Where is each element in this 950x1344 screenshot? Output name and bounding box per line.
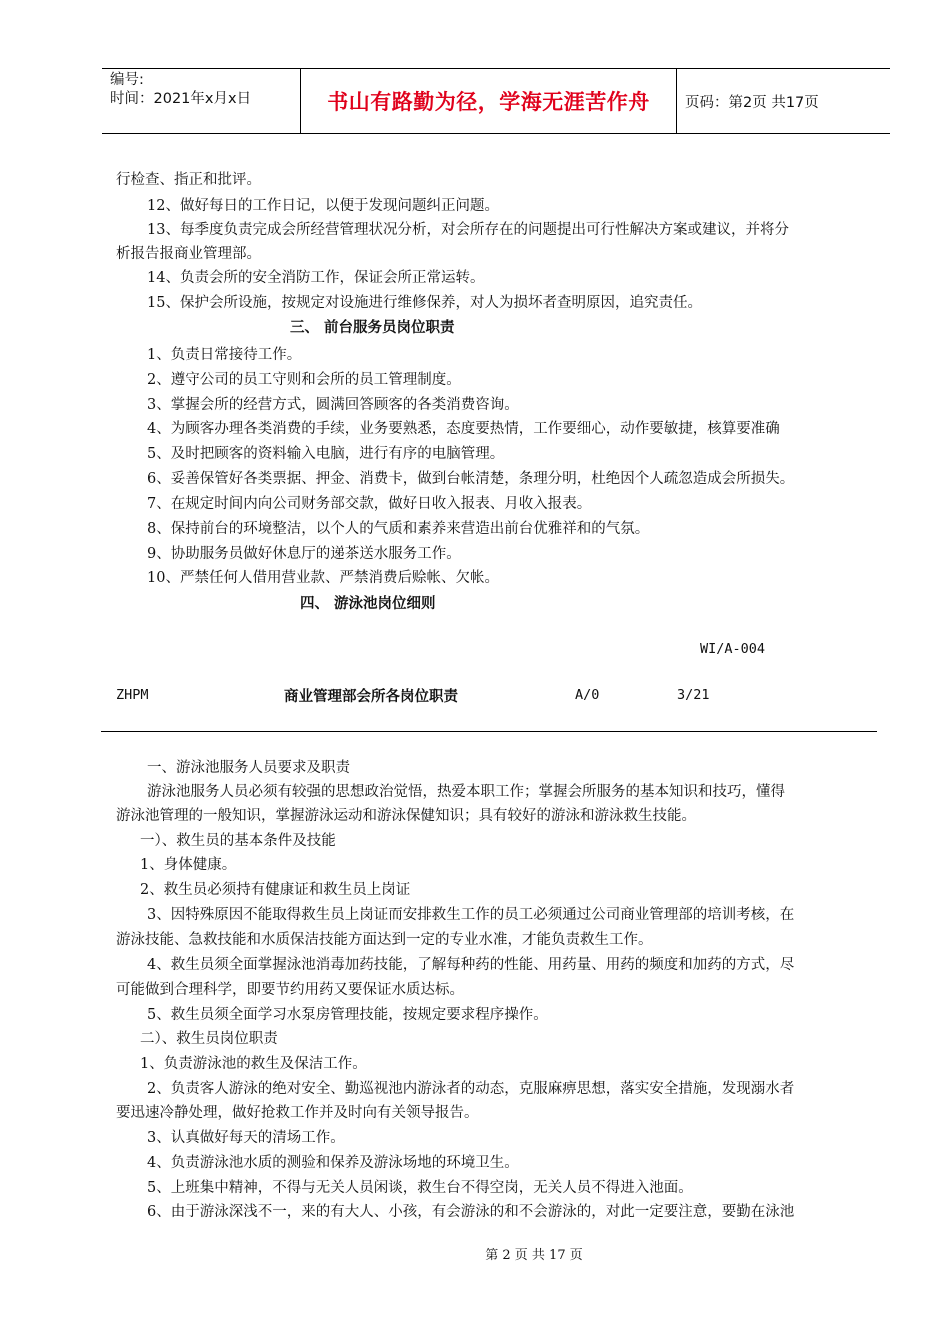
body-line: 要迅速冷静处理，做好抢救工作并及时向有关领导报告。: [116, 1105, 479, 1121]
body-line: 5、上班集中精神，不得与无关人员闲谈，救生台不得空岗，无关人员不得进入池面。: [147, 1180, 693, 1196]
header-motto: 书山有路勤为径，学海无涯苦作舟: [301, 69, 677, 133]
doc-code: WI/A-004: [700, 641, 766, 657]
body-line: 3、掌握会所的经营方式，圆满回答顾客的各类消费咨询。: [147, 397, 519, 413]
body-line: 12、做好每日的工作日记，以便于发现问题纠正问题。: [147, 198, 499, 214]
body-line: 一、游泳池服务人员要求及职责: [147, 760, 350, 776]
body-line: 1、负责游泳池的救生及保洁工作。: [140, 1056, 367, 1072]
body-line: 游泳池管理的一般知识，掌握游泳运动和游泳保健知识；具有较好的游泳和游泳救生技能。: [116, 808, 696, 824]
header-meta: [102, 69, 301, 133]
page-header: [102, 68, 890, 134]
body-line: 13、每季度负责完成会所经营管理状况分析，对会所存在的问题提出可行性解决方案或建议，并将分: [147, 222, 789, 238]
body-line: 6、由于游泳深浅不一，来的有大人、小孩，有会游泳的和不会游泳的，对此一定要注意，要勤在泳池: [147, 1204, 795, 1220]
doc-version: A/0: [575, 687, 600, 703]
body-line: 3、因特殊原因不能取得救生员上岗证而安排救生工作的员工必须通过公司商业管理部的培训考核，在: [147, 907, 795, 923]
body-line: 7、在规定时间内向公司财务部交款，做好日收入报表、月收入报表。: [147, 496, 592, 512]
body-line: 8、保持前台的环境整洁，以个人的气质和素养来营造出前台优雅祥和的气氛。: [147, 521, 650, 537]
body-line: 4、为顾客办理各类消费的手续，业务要熟悉，态度要热情，工作要细心，动作要敏捷，核算要准确: [147, 421, 780, 437]
body-line: 2、救生员必须持有健康证和救生员上岗证: [140, 882, 411, 898]
body-line: 14、负责会所的安全消防工作，保证会所正常运转。: [147, 270, 485, 286]
body-line: 行检查、指正和批评。: [116, 172, 261, 188]
section-heading: 四、 游泳池岗位细则: [300, 596, 436, 612]
body-line: 可能做到合理科学，即要节约用药又要保证水质达标。: [116, 982, 464, 998]
body-line: 15、保护会所设施，按规定对设施进行维修保养，对人为损坏者查明原因，追究责任。: [147, 295, 702, 311]
body-line: 1、身体健康。: [140, 857, 237, 873]
body-line: 2、遵守公司的员工守则和会所的员工管理制度。: [147, 372, 461, 388]
body-line: 9、协助服务员做好休息厅的递茶送水服务工作。: [147, 546, 461, 562]
body-line: 4、救生员须全面掌握泳池消毒加药技能，了解每种药的性能、用药量、用药的频度和加药的方式，尽: [147, 957, 795, 973]
body-line: 10、严禁任何人借用营业款、严禁消费后赊帐、欠帐。: [147, 570, 499, 586]
body-line: 5、及时把顾客的资料输入电脑，进行有序的电脑管理。: [147, 446, 505, 462]
number-label: 编号:: [110, 72, 144, 88]
body-line: 游泳技能、急救技能和水质保洁技能方面达到一定的专业水准，才能负责救生工作。: [116, 932, 653, 948]
body-line: 6、妥善保管好各类票据、押金、消费卡，做到台帐清楚，条理分明，杜绝因个人疏忽造成会所损失。: [147, 471, 795, 487]
header-page-label: 页码：第2页 共17页: [685, 94, 819, 111]
body-line: 析报告报商业管理部。: [116, 246, 261, 262]
body-line: 4、负责游泳池水质的测验和保养及游泳场地的环境卫生。: [147, 1155, 519, 1171]
body-line: 1、负责日常接待工作。: [147, 347, 302, 363]
doc-org: ZHPM: [116, 687, 149, 703]
time-label: 时间：2021年x月x日: [110, 91, 252, 107]
body-line: 3、认真做好每天的清场工作。: [147, 1130, 345, 1146]
body-line: 二）、救生员岗位职责: [140, 1031, 278, 1047]
body-line: 2、负责客人游泳的绝对安全、勤巡视池内游泳者的动态，克服麻痹思想，落实安全措施，发现溺水者: [147, 1081, 795, 1097]
body-line: 一）、救生员的基本条件及技能: [140, 833, 336, 849]
body-line: 5、救生员须全面学习水泵房管理技能，按规定要求程序操作。: [147, 1007, 548, 1023]
doc-title: 商业管理部会所各岗位职责: [284, 689, 458, 705]
doc-page: 3/21: [677, 687, 710, 703]
body-line: 游泳池服务人员必须有较强的思想政治觉悟，热爱本职工作；掌握会所服务的基本知识和技巧，懂得: [147, 784, 785, 800]
section-heading: 三、 前台服务员岗位职责: [290, 320, 455, 336]
divider: [101, 731, 877, 732]
page-footer: 第 2 页 共 17 页: [485, 1248, 583, 1263]
